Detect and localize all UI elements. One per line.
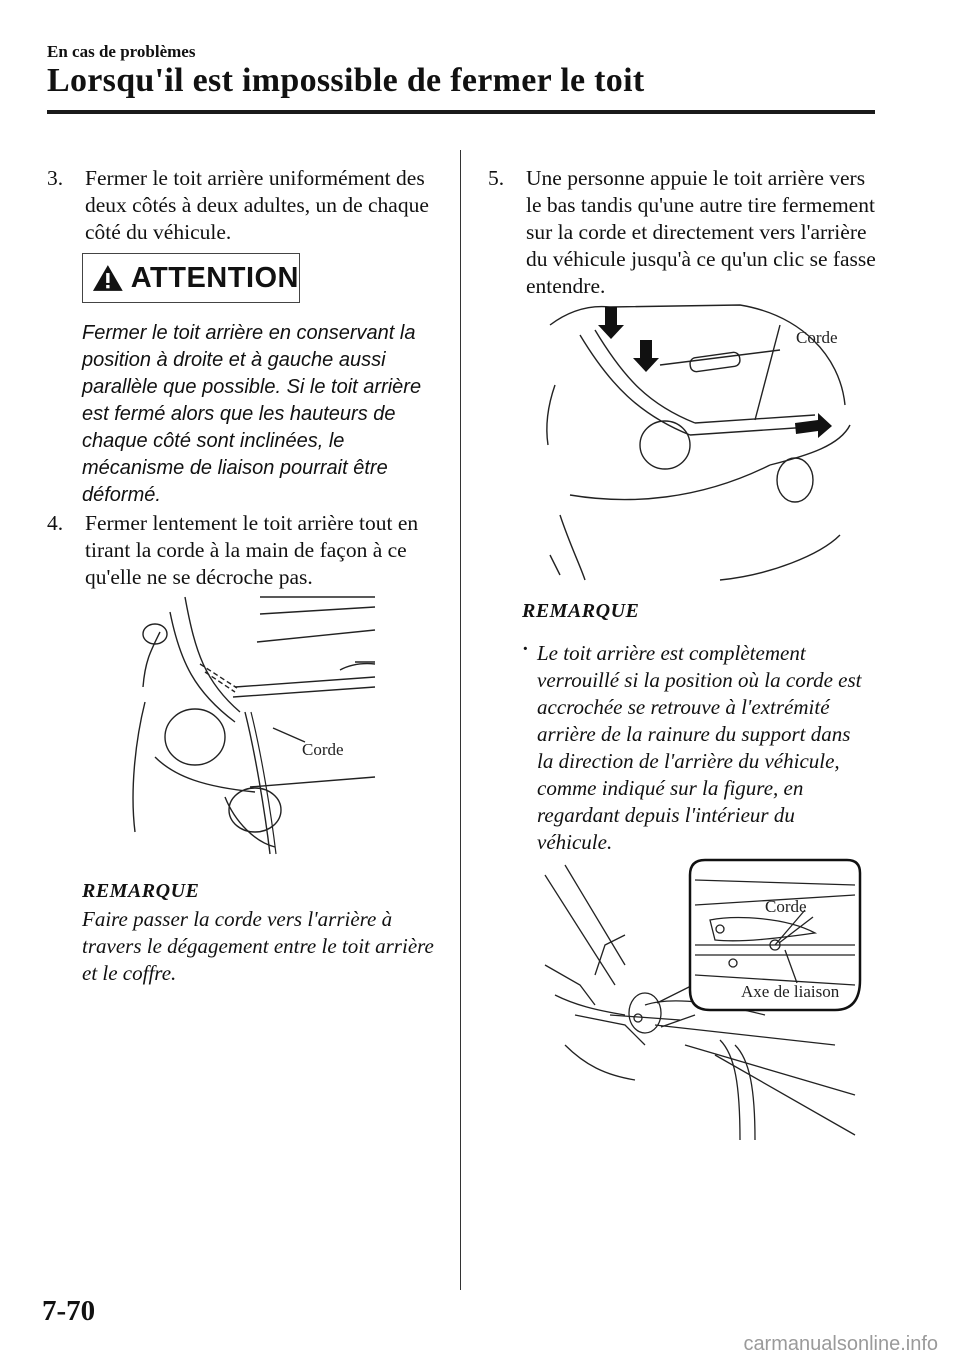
step-text: Fermer lentement le toit arrière tout en tirant la corde à la main de façon à ce qu'elle ne se décroche pas.	[85, 511, 419, 589]
page-number: 7-70	[42, 1295, 96, 1327]
column-divider	[460, 150, 461, 1290]
step-4	[47, 510, 442, 591]
step-3	[47, 165, 442, 246]
figure2-label-corde: Corde	[796, 328, 838, 347]
step-5	[488, 165, 883, 300]
note-text: Faire passer la corde vers l'arrière à travers le dégagement entre le toit arrière et le coffre.	[82, 907, 434, 985]
page-title: Lorsqu'il est impossible de fermer le toit	[47, 62, 645, 99]
watermark: carmanualsonline.info	[743, 1333, 938, 1355]
step-text: Une personne appuie le toit arrière vers le bas tandis qu'une autre tire fermement sur la corde et directement vers l'arrière du véhicule jusqu'à ce qu'un clic se fasse entendre.	[526, 166, 876, 298]
note-bullet	[522, 640, 872, 856]
attention-text: Fermer le toit arrière en conservant la position à droite et à gauche aussi parallèle que possible. Si le toit arrière est fermé alors que les hauteurs de chaque côté sont inclinées, le mécanisme de liaison pourrait être déformé.	[82, 322, 422, 506]
note-text: Le toit arrière est complètement verrouillé si la position où la corde est accrochée se retrouve à l'extrémité arrière de la rainure du support dans la direction de l'arrière du véhicule, comme indiqué sur la figure, en regardant depuis l'intérieur du véhicule.	[537, 641, 862, 854]
section-label: En cas de problèmes	[47, 42, 196, 61]
figure3-label-corde: Corde	[765, 897, 807, 916]
note-heading: REMARQUE	[82, 880, 200, 902]
step-text: Fermer le toit arrière uniformément des deux côtés à deux adultes, un de chaque côté du véhicule.	[85, 166, 429, 244]
attention-box	[82, 253, 300, 303]
step-number: 3.	[47, 166, 64, 190]
attention-label: ATTENTION	[130, 261, 299, 294]
bullet-dot-icon: ·	[522, 638, 529, 660]
figure-roof-rope-side	[125, 592, 385, 860]
figure3-label-axe: Axe de liaison	[741, 982, 840, 1001]
figure1-label-corde: Corde	[302, 740, 344, 759]
step-number: 4.	[47, 511, 64, 535]
title-rule	[47, 110, 875, 114]
step-number: 5.	[488, 166, 505, 190]
note-heading: REMARQUE	[522, 600, 640, 622]
warning-triangle-icon	[91, 263, 125, 293]
